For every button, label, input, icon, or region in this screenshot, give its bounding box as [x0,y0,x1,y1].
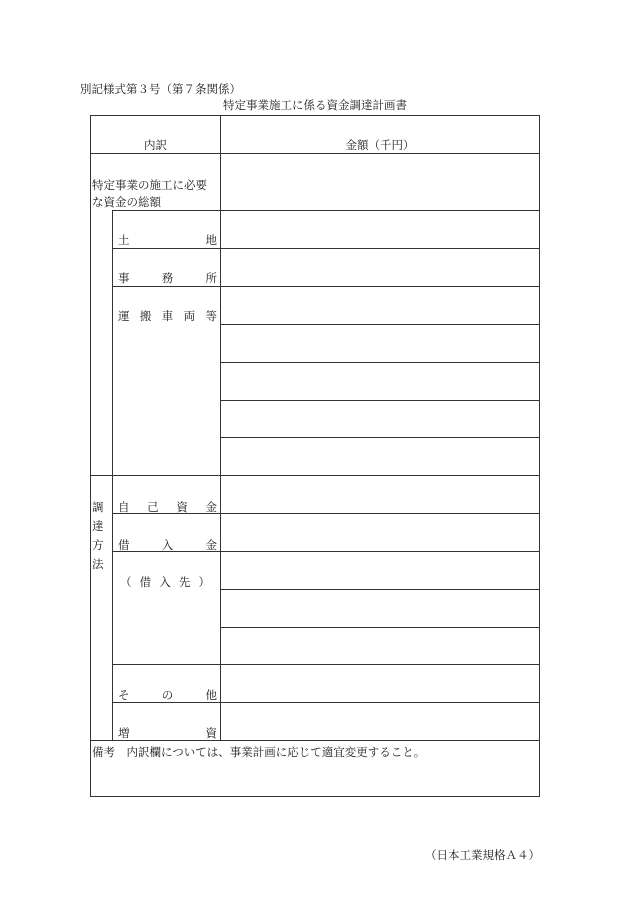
procurement-own-funds: 自 己 資 金 [118,500,217,514]
column-header-breakdown: 内訳 [144,138,167,152]
table-border-left [90,115,91,797]
amount-line [220,362,540,363]
amount-line [220,589,540,590]
procurement-section-line [90,475,540,476]
amount-line [220,324,540,325]
procurement-other: そ の 他 [118,688,217,702]
row-line-lender-end [112,664,540,665]
document-title: 特定事業施工に係る資金調達計画書 [223,98,407,112]
remarks-line [90,740,540,741]
column-divider [220,115,221,741]
row-line-land [112,248,540,249]
table-border-top [90,115,540,116]
total-label-line1: 特定事業の施工に必要 [92,178,207,192]
table-border-bottom [90,796,540,797]
procurement-loans: 借 入 金 [118,538,217,552]
item-label-land: 土 地 [118,233,217,247]
total-row-line [112,210,540,211]
item-label-office: 事 務 所 [118,271,217,285]
amount-line [220,437,540,438]
header-row-line [90,153,540,154]
procurement-capital-increase: 増 資 [118,726,217,740]
paper-size-note: （日本工業規格Ａ４） [425,848,540,862]
procurement-lender: （ 借 入 先 ） [120,575,210,589]
form-label: 別記様式第３号（第７条関係） [80,82,241,96]
amount-line [220,400,540,401]
amount-line [220,627,540,628]
remarks-note: 備考 内訳欄については、事業計画に応じて適宜変更すること。 [92,745,426,759]
column-header-amount: 金額（千円） [345,138,415,152]
total-label-line2: な資金の総額 [92,195,161,209]
row-line-other [112,702,540,703]
table-border-right [539,115,540,797]
row-line-office [112,286,540,287]
item-label-vehicles: 運 搬 車 両 等 [118,309,217,323]
